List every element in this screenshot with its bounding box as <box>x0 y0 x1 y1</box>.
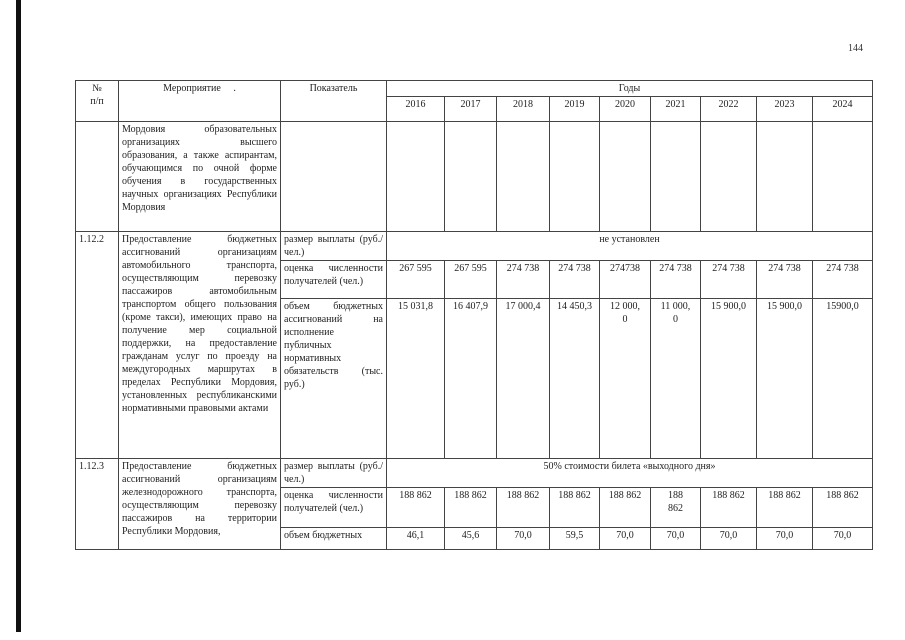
value-cell: 188 862 <box>600 488 651 528</box>
value-cell: 70,0 <box>497 528 550 550</box>
year-header: 2017 <box>445 97 497 122</box>
indicator-cell: размер выплаты (руб./ чел.) <box>281 232 387 261</box>
value-cell: 15 900,0 <box>757 299 813 459</box>
page-number: 144 <box>848 43 863 54</box>
indicator-cell: объем бюджетных <box>281 528 387 550</box>
table-row <box>76 232 873 261</box>
continuation-activity: Мордовия образовательных организациях высшего образования, а также аспирантам, обучающимся по очной форме обучения в государственных научных организациях Республики Мордовия <box>119 122 281 232</box>
merged-value-cell: 50% стоимости билета «выходного дня» <box>387 459 873 488</box>
value-cell: 188 862 <box>497 488 550 528</box>
value-cell: 274 738 <box>550 261 600 299</box>
value-cell: 188 862 <box>387 488 445 528</box>
value-cell: 188 862 <box>445 488 497 528</box>
binding-bar <box>16 0 21 632</box>
value-cell: 11 000, 0 <box>651 299 701 459</box>
header-indicator: Показатель <box>281 81 387 122</box>
value-cell: 15 900,0 <box>701 299 757 459</box>
header-num: № п/п <box>76 81 119 122</box>
value-cell: 46,1 <box>387 528 445 550</box>
section-activity: Предоставление бюджетных ассигнований организациям железнодорожного транспорта, осуществляющим перевозку пассажиров на территории Республики Мордовия, <box>119 459 281 550</box>
value-cell: 12 000, 0 <box>600 299 651 459</box>
section-activity: Предоставление бюджетных ассигнований организациям автомобильного транспорта, осуществляющим перевозку пассажиров автомобильным транспортом общего пользования (кроме такси), имеющих право на получение мер социальной поддержки, на предоставление гражданам услуг по проезду на междугородных маршрутах в пределах Республики Мордовия, установленных республиканскими нормативными правовыми актами <box>119 232 281 459</box>
year-header: 2021 <box>651 97 701 122</box>
value-cell: 59,5 <box>550 528 600 550</box>
section-number: 1.12.2 <box>76 232 119 459</box>
value-cell: 267 595 <box>387 261 445 299</box>
value-cell: 17 000,4 <box>497 299 550 459</box>
header-years: Годы <box>387 81 873 97</box>
table-row <box>76 459 873 488</box>
value-cell: 274738 <box>600 261 651 299</box>
header-activity: Мероприятие . <box>119 81 281 122</box>
year-header: 2016 <box>387 97 445 122</box>
indicator-cell: объем бюджетных ассигнований на исполнение публичных нормативных обязательств (тыс. руб.) <box>281 299 387 459</box>
value-cell: 188 862 <box>651 488 701 528</box>
value-cell: 14 450,3 <box>550 299 600 459</box>
value-cell: 274 738 <box>651 261 701 299</box>
program-table <box>75 80 873 550</box>
year-header: 2023 <box>757 97 813 122</box>
merged-value-cell: не установлен <box>387 232 873 261</box>
continuation-num <box>76 122 119 232</box>
year-header: 2024 <box>813 97 873 122</box>
indicator-cell: оценка численности получателей (чел.) <box>281 261 387 299</box>
value-cell: 188 862 <box>550 488 600 528</box>
value-cell: 188 862 <box>757 488 813 528</box>
value-cell: 188 862 <box>813 488 873 528</box>
value-cell: 274 738 <box>701 261 757 299</box>
value-cell: 70,0 <box>600 528 651 550</box>
value-cell: 45,6 <box>445 528 497 550</box>
value-cell: 274 738 <box>813 261 873 299</box>
indicator-cell: размер выплаты (руб./ чел.) <box>281 459 387 488</box>
year-header: 2020 <box>600 97 651 122</box>
value-cell: 70,0 <box>813 528 873 550</box>
indicator-cell: оценка численности получателей (чел.) <box>281 488 387 528</box>
value-cell: 267 595 <box>445 261 497 299</box>
value-cell: 70,0 <box>701 528 757 550</box>
value-cell: 274 738 <box>757 261 813 299</box>
year-header: 2018 <box>497 97 550 122</box>
year-header: 2022 <box>701 97 757 122</box>
value-cell: 70,0 <box>757 528 813 550</box>
value-cell: 15900,0 <box>813 299 873 459</box>
value-cell: 16 407,9 <box>445 299 497 459</box>
year-header: 2019 <box>550 97 600 122</box>
value-cell: 70,0 <box>651 528 701 550</box>
value-cell: 274 738 <box>497 261 550 299</box>
continuation-indicator <box>281 122 387 232</box>
value-cell: 15 031,8 <box>387 299 445 459</box>
section-number: 1.12.3 <box>76 459 119 550</box>
value-cell: 188 862 <box>701 488 757 528</box>
